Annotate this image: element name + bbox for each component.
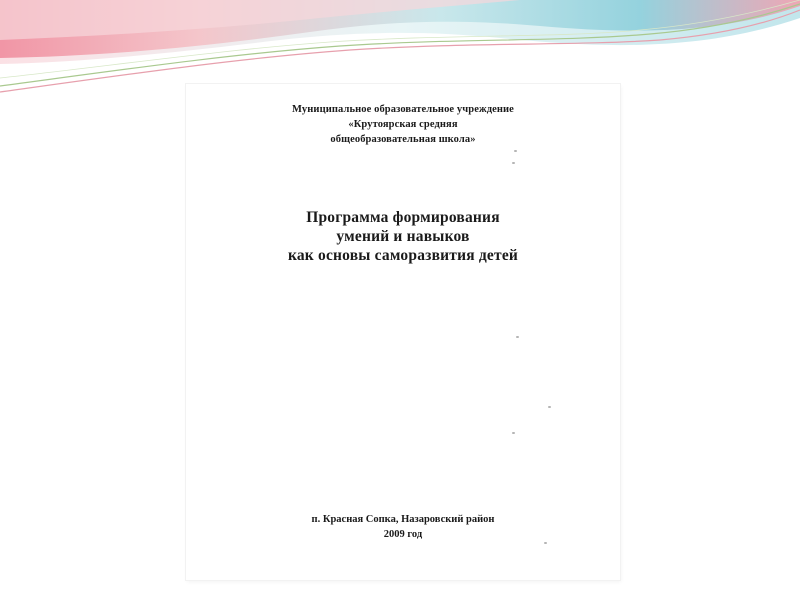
scan-speck — [548, 406, 551, 408]
program-title-line-2: умений и навыков — [336, 228, 470, 245]
footer-year: 2009 год — [383, 529, 423, 540]
institution-line-3: общеобразовательная школа» — [330, 134, 476, 145]
institution-line-1: Муниципальное образовательное учреждение — [292, 104, 514, 115]
scan-speck — [512, 432, 515, 434]
scan-speck — [512, 162, 515, 164]
footer-location: п. Красная Сопка, Назаровский район — [311, 514, 495, 525]
scan-speck — [514, 150, 517, 152]
program-title-line-3: как основы саморазвития детей — [287, 247, 519, 264]
scan-speck — [544, 542, 547, 544]
institution-line-2: «Крутоярская средняя — [348, 119, 458, 130]
program-title-line-1: Программа формирования — [306, 209, 500, 226]
scanned-title-page — [186, 84, 620, 580]
scan-speck — [516, 336, 519, 338]
